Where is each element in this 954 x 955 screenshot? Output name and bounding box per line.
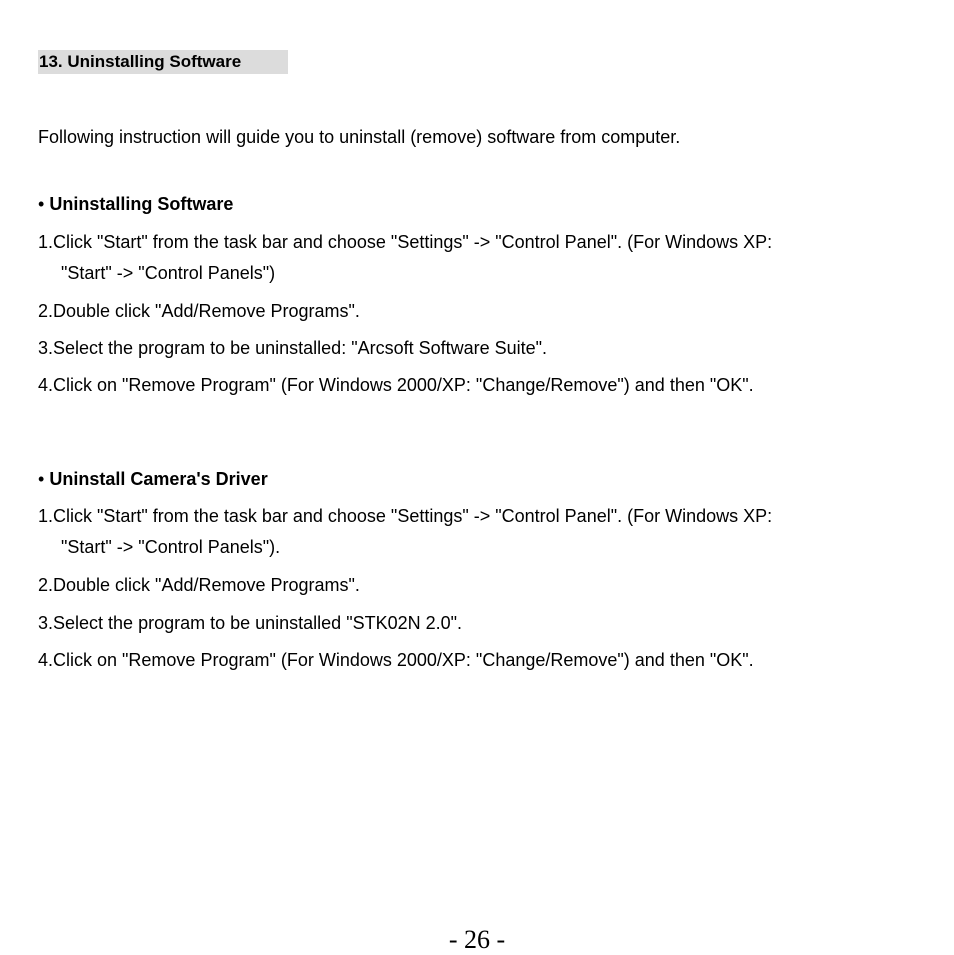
section-title-text: Uninstalling Software [49,194,234,214]
list-item [38,611,462,635]
intro-paragraph: Following instruction will guide you to uninstall (remove) software from computer. [38,127,681,147]
step-text: 2.Double click "Add/Remove Programs". [38,301,360,321]
section-title-text: Uninstall Camera's Driver [49,469,268,489]
step-text: 1.Click "Start" from the task bar and choose "Settings" -> "Control Panel". (For Windows XP: [38,506,773,526]
page-number: - 26 - [448,925,506,954]
bullet-icon: • [38,469,45,489]
list-item [38,573,360,597]
step-text-continued: "Start" -> "Control Panels"). [61,537,281,557]
step-text-continued: "Start" -> "Control Panels") [61,263,276,283]
step-text: 3.Select the program to be uninstalled: "Arcsoft Software Suite". [38,338,548,358]
list-item [38,504,772,559]
list-item [38,299,360,323]
step-text: 4.Click on "Remove Program" (For Windows 2000/XP: "Change/Remove") and then "OK". [38,375,754,395]
step-text: 2.Double click "Add/Remove Programs". [38,575,360,595]
list-item [38,230,772,285]
section-heading: 13. Uninstalling Software [38,50,288,74]
bullet-icon: • [38,194,45,214]
list-item [38,648,754,672]
list-item [38,336,547,360]
step-text: 3.Select the program to be uninstalled "STK02N 2.0". [38,613,463,633]
list-item [38,373,754,397]
step-text: 4.Click on "Remove Program" (For Windows 2000/XP: "Change/Remove") and then "OK". [38,650,754,670]
section-title-uninstall-camera-driver [38,467,268,491]
step-text: 1.Click "Start" from the task bar and choose "Settings" -> "Control Panel". (For Windows XP: [38,232,773,252]
section-title-uninstalling-software [38,192,233,216]
